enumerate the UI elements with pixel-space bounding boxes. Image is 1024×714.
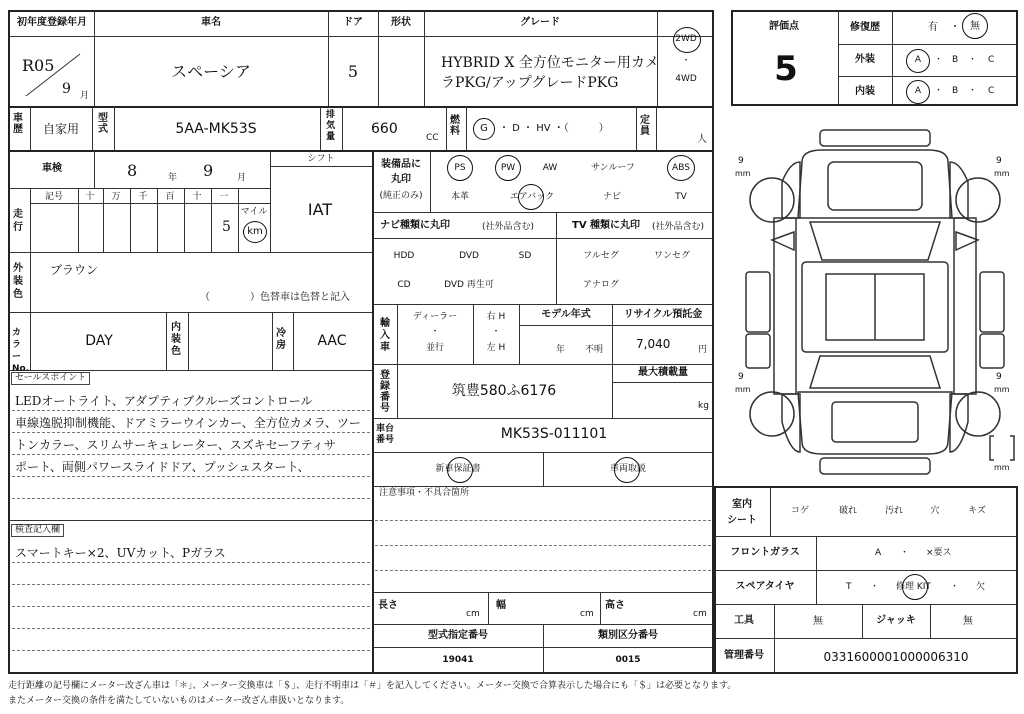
capacity-label: 定員	[640, 115, 650, 137]
navi-sd: SD	[518, 251, 532, 261]
tools-label: 工具	[734, 615, 754, 626]
navi-type-sub: (社外品含む)	[482, 222, 535, 232]
first-registration-year: R05	[22, 56, 55, 75]
tire-mm-fl: mm	[735, 169, 751, 178]
tire-mm-fr: mm	[994, 169, 1010, 178]
height-label: 高さ	[605, 600, 625, 611]
windshield-replace: ×要ス	[926, 548, 952, 558]
digit-label: 万	[111, 192, 121, 202]
seat-hole: 穴	[930, 506, 940, 516]
exterior-dot-2: ・	[968, 55, 978, 65]
inspection-note-line: スマートキー×2、UVカット、Pガラス	[15, 546, 226, 560]
shape-label: 形状	[391, 17, 411, 28]
interior-grade-a: A	[914, 86, 922, 96]
exterior-grade-a: A	[914, 55, 922, 65]
sales-point-line: ポート、両側パワースライドドア、プッシュスタート、	[15, 460, 310, 474]
import-left-h: 左 H	[486, 343, 506, 353]
fuel-label: 燃料	[450, 115, 460, 137]
color-no-label: カラーNo.	[12, 328, 30, 374]
interior-dot: ・	[934, 86, 944, 96]
spare-tire-missing: 欠	[976, 582, 986, 592]
import-dealer: ディーラー	[412, 312, 458, 322]
model-value: 5AA-MK53S	[175, 121, 257, 137]
navi-cd: CD	[397, 280, 411, 290]
tire-mm-rr: mm	[994, 385, 1010, 394]
equipment-label: 装備品に	[381, 159, 421, 170]
footer-note-1: 走行距離の記号欄にメーター改ざん車は「＊」、メーター交換車は「＄」、走行不明車は「＃」を記入してください。メーター交換で合算表示した場合にも「＄」は必要となります。	[8, 681, 737, 691]
color-no-value: DAY	[85, 333, 113, 349]
seat-stain: 汚れ	[884, 506, 904, 516]
sales-point-line: LEDオートライト、アダプティブクルーズコントロール	[15, 394, 313, 408]
tire-mm-spare: mm	[994, 463, 1010, 472]
symbol-label: 記号	[44, 192, 64, 202]
spare-tire-t: T	[846, 582, 852, 592]
repair-history-label: 修復歴	[850, 22, 880, 33]
inspection-label: 車検	[42, 163, 62, 174]
type-designation-value: 19041	[442, 655, 474, 665]
grade-label: グレード	[520, 17, 560, 28]
footer-note-2: またメーター交換の条件を満たしていないものはメーター改ざん車扱いとなります。	[8, 696, 350, 706]
fuel-options: ・ D ・ HV ・（ ）	[499, 123, 609, 134]
interior-dot-2: ・	[968, 86, 978, 96]
mileage-value: 5	[222, 219, 231, 235]
fuel-g: G	[480, 123, 488, 134]
color-change-note: （ ）色替車は色替と記入	[200, 292, 350, 303]
recycle-value: 7,040	[636, 337, 671, 351]
model-label: 型式	[98, 113, 108, 135]
category-label: 類別区分番号	[598, 630, 658, 641]
equip-pw: PW	[500, 163, 516, 173]
tv-analog: アナログ	[582, 280, 620, 290]
width-label: 幅	[496, 600, 506, 611]
tv-type-sub: (社外品含む)	[652, 222, 705, 232]
spare-tire-kit: 修理 KIT	[896, 582, 931, 592]
first-registration-label: 初年度登録年月	[17, 17, 87, 28]
width-unit: cm	[580, 609, 594, 619]
door-count: 5	[347, 62, 359, 81]
inspection-year-unit: 年	[168, 173, 178, 183]
shift-label: シフト	[307, 154, 335, 164]
vehicle-manual: 車両取説	[609, 464, 647, 474]
repair-yes: 有	[928, 22, 938, 33]
door-label: ドア	[343, 17, 363, 28]
aircon-label: 冷房	[276, 328, 286, 351]
exterior-grade-label: 外装	[855, 54, 875, 65]
recycle-unit: 円	[698, 345, 708, 355]
repair-dot: ・	[950, 22, 960, 33]
car-damage-diagram	[732, 122, 1018, 478]
diagonal-divider	[24, 50, 84, 100]
equip-tv: TV	[675, 192, 687, 202]
equip-aw: AW	[542, 163, 558, 173]
month-unit: 月	[80, 91, 90, 101]
navi-hdd: HDD	[393, 251, 415, 261]
digit-label: 十	[192, 192, 202, 202]
max-load-label: 最大積載量	[638, 367, 688, 378]
car-name-label: 車名	[201, 17, 221, 28]
import-label: 輸入車	[380, 318, 390, 353]
km-unit: km	[247, 226, 263, 237]
interior-grade-b: B	[952, 86, 959, 96]
inspection-month: 9	[203, 161, 214, 180]
drive-dot: ・	[681, 56, 691, 66]
exterior-grade-c: C	[988, 55, 995, 65]
equip-ps: PS	[454, 163, 466, 173]
tools-value: 無	[813, 616, 823, 627]
tire-bracket-rl: 9	[738, 372, 744, 382]
model-year-unit: 年	[556, 345, 566, 355]
windshield-a: A	[875, 548, 882, 558]
spare-tire-dot: ・	[870, 582, 880, 592]
management-label: 管理番号	[724, 650, 764, 661]
displacement-value: 660	[371, 121, 398, 137]
grade-line-2: ラPKG/アップグレードPKG	[441, 75, 619, 91]
inspection-year: 8	[127, 161, 138, 180]
shift-value: IAT	[307, 200, 333, 219]
displacement-label: 排気量	[326, 110, 336, 142]
seat-scratch: キズ	[968, 506, 986, 516]
equip-navi: ナビ	[602, 192, 622, 202]
interior-grade-label: 内装	[855, 86, 875, 97]
repair-no: 無	[970, 21, 980, 32]
model-year-unknown: 不明	[585, 345, 604, 355]
interior-seat-label-2: シート	[727, 515, 757, 526]
seat-burn: コゲ	[790, 506, 810, 516]
aircon-value: AAC	[317, 333, 347, 349]
tire-mm-rl: mm	[735, 385, 751, 394]
tire-bracket-fr: 9	[996, 156, 1002, 166]
jack-value: 無	[963, 616, 973, 627]
chassis-label: 車台番号	[376, 424, 395, 445]
score-value: 5	[774, 49, 798, 89]
sales-point-line: トンカラー、スリムサーキュレーター、スズキセーフティサ	[15, 438, 336, 452]
digit-label: 百	[165, 192, 175, 202]
exterior-color-value: ブラウン	[50, 263, 99, 277]
import-right-h: 右 H	[486, 312, 506, 322]
recycle-label: リサイクル預託金	[623, 309, 703, 320]
interior-seat-label: 室内	[732, 499, 752, 510]
tire-bracket-rr: 9	[996, 372, 1002, 382]
inspection-notes-label: 検査記入欄	[11, 524, 64, 537]
first-registration-month: 9	[62, 81, 71, 97]
registration-label: 登録番号	[380, 370, 390, 414]
notes-label: 注意事項・不具合箇所	[379, 488, 470, 498]
inspection-month-unit: 月	[237, 173, 247, 183]
jack-label: ジャッキ	[876, 615, 916, 626]
exterior-grade-b: B	[952, 55, 959, 65]
category-value: 0015	[615, 655, 641, 665]
import-dot-2: ・	[491, 327, 501, 337]
score-label: 評価点	[769, 21, 799, 32]
drive-4wd: 4WD	[675, 74, 697, 84]
navi-type-label: ナビ種類に丸印	[380, 220, 450, 231]
management-number: 0331600001000006310	[823, 650, 969, 664]
import-parallel: 並行	[425, 343, 445, 353]
digit-label: 千	[138, 192, 148, 202]
interior-color-label: 内装色	[171, 322, 181, 357]
equip-airbag: エアバック	[509, 192, 555, 202]
interior-grade-c: C	[988, 86, 995, 96]
capacity-unit: 人	[697, 134, 707, 145]
length-label: 長さ	[378, 600, 398, 611]
mile-label: マイル	[240, 207, 268, 217]
drive-2wd: 2WD	[675, 34, 697, 44]
max-load-unit: kg	[698, 401, 709, 411]
spare-tire-label: スペアタイヤ	[735, 581, 795, 592]
tire-bracket-fl: 9	[738, 156, 744, 166]
length-unit: cm	[466, 609, 480, 619]
equip-abs: ABS	[672, 163, 690, 173]
tv-fullseg: フルセグ	[583, 251, 619, 261]
tv-type-label: TV 種類に丸印	[572, 220, 641, 231]
model-year-label: モデル年式	[541, 309, 591, 320]
equip-sunroof: サンルーフ	[591, 163, 635, 173]
seat-tear: 破れ	[838, 506, 858, 516]
windshield-label: フロントガラス	[730, 547, 800, 558]
digit-label: 一	[219, 192, 229, 202]
equipment-label-3: (純正のみ)	[379, 191, 423, 201]
registration-value: 筑豊580ふ6176	[451, 383, 557, 399]
digit-label: 十	[85, 192, 95, 202]
usage-value: 自家用	[42, 122, 80, 136]
sales-points-label: セールスポイント	[11, 372, 90, 385]
car-name-value: スペーシア	[171, 62, 251, 81]
cc-unit: CC	[426, 133, 439, 143]
navi-dvd-play: DVD 再生可	[444, 280, 494, 290]
equipment-label-2: 丸印	[391, 174, 411, 185]
mileage-label: 走行	[13, 209, 23, 233]
windshield-dot: ・	[900, 548, 910, 558]
chassis-value: MK53S-011101	[500, 426, 608, 442]
new-car-warranty: 新車保証書	[435, 464, 481, 474]
grade-line-1: HYBRID X 全方位モニター用カメ	[441, 55, 659, 71]
type-designation-label: 型式指定番号	[428, 630, 488, 641]
sales-point-line: 車線逸脱抑制機能、ドアミラーウインカー、全方位カメラ、ツー	[15, 416, 361, 430]
navi-dvd: DVD	[459, 251, 479, 261]
exterior-color-label: 外装色	[13, 263, 23, 300]
import-dot: ・	[430, 327, 440, 337]
exterior-dot: ・	[934, 55, 944, 65]
height-unit: cm	[693, 609, 707, 619]
equip-leather: 本革	[450, 192, 470, 202]
tv-oneseg: ワンセグ	[653, 251, 691, 261]
usage-label: 車歴	[13, 113, 23, 135]
spare-tire-dot-2: ・	[950, 582, 960, 592]
